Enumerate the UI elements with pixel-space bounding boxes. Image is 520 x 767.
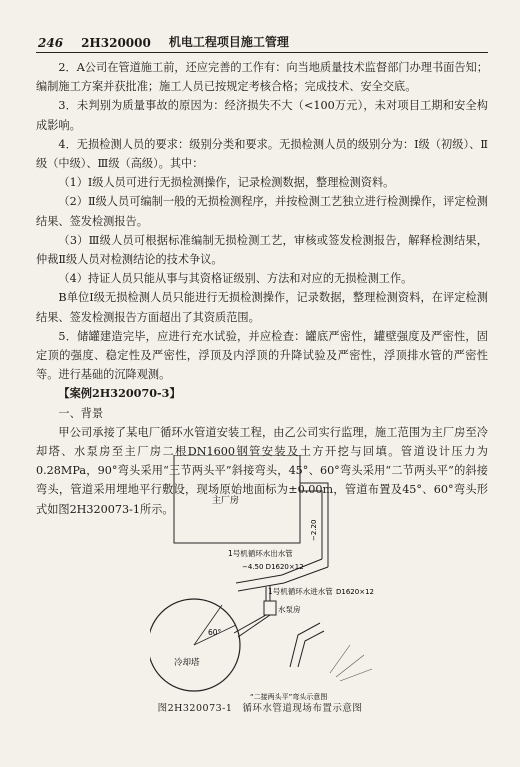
outlet-pipe-label: 1号机循环水出水管 xyxy=(228,549,293,558)
pump-house-label: 水泵房 xyxy=(278,605,301,614)
paragraph: 5．储罐建造完毕，应进行充水试验，并应检查：罐底严密性，罐壁强度及严密性，固定顶的强度、稳定性及严密性，浮顶及内浮顶的升降试验及严密性，浮顶排水管的严密性等。进行基础的沉降观测。 xyxy=(36,329,488,382)
background-paragraph: 甲公司承接了某电厂循环水管道安装工程，由乙公司实行监理，施工范围为主厂房至冷却塔、水泵房至主厂房二根DN1600钢管安装及土方开挖与回填。管道设计压力为0.28MPa，90°弯头采用“三节两头平”斜接弯头，45°、60°弯头采用“二节两头平”的斜接弯头，管道采用埋地平行敷设，现场原始地面标为±0.00m，管道布置及45°、60°弯头形式如图2H320073-1所示。 xyxy=(36,425,488,516)
paragraph: 3．未判别为质量事故的原因为：经济损失不大（<100万元），未对项目工期和安全构成影响。 xyxy=(36,99,488,132)
elbow-rays xyxy=(330,645,372,681)
paragraph: （2）Ⅱ级人员可编制一般的无损检测程序，并按检测工艺独立进行检测操作，评定检测结果、签发检测报告。 xyxy=(36,195,488,228)
main-building-label: 主厂房 xyxy=(212,496,240,506)
chapter-code: 2H320000 xyxy=(81,36,151,50)
cooling-tower-circle xyxy=(150,599,240,691)
section-title: 一、背景 xyxy=(58,406,104,420)
paragraph: （4）持证人员只能从事与其资格证级别、方法和对应的无损检测工作。 xyxy=(58,272,413,286)
page-header xyxy=(38,28,488,50)
elbow-diagram-label: “二接两头平”弯头示意图 xyxy=(250,693,328,701)
inlet-pipe-label: 1号机循环水进水管 xyxy=(268,587,333,596)
elbow-inner xyxy=(298,631,324,667)
elevation-label: −2.20 xyxy=(310,519,318,541)
pump-house-box xyxy=(264,601,276,615)
outlet-pipe-spec: −4.50 D1620×12 xyxy=(242,563,304,571)
tower-radius-line-2 xyxy=(194,605,222,645)
elbow-outer xyxy=(290,623,320,667)
chapter-title: 机电工程项目施工管理 xyxy=(168,35,289,49)
pump-to-tower-pipe xyxy=(234,615,270,637)
page-number: 246 xyxy=(38,36,64,50)
pipe-layout-diagram xyxy=(150,455,390,717)
paragraph: 4．无损检测人员的要求：级别分类和要求。无损检测人员的级别分为：Ⅰ级（初级）、Ⅱ级（中级）、Ⅲ级（高级）。其中： xyxy=(36,137,488,171)
header-rule xyxy=(36,52,488,53)
cooling-tower-label: 冷却塔 xyxy=(174,658,200,668)
case-title: 【案例2H320070-3】 xyxy=(58,386,181,401)
paragraph: （3）Ⅲ级人员可根据标准编制无损检测工艺，审核或签发检测报告，解释检测结果，仲裁Ⅱ级人员对检测结论的技术争议。 xyxy=(36,233,488,267)
inlet-pipe-spec: D1620×12 xyxy=(336,588,374,596)
paragraph: （1）Ⅰ级人员可进行无损检测操作，记录检测数据，整理检测资料。 xyxy=(58,176,395,190)
figure-caption: 图2H320073-1 循环水管道现场布置示意图 xyxy=(157,703,363,714)
paragraph: 2．A公司在管道施工前，还应完善的工作有：向当地质量技术监督部门办理书面告知；编制施工方案并获批准；施工人员已按规定考核合格；完成技术、安全交底。 xyxy=(36,61,488,94)
body-text xyxy=(36,58,488,519)
angle-label: 60° xyxy=(208,628,222,637)
paragraph: B单位Ⅰ级无损检测人员只能进行无损检测操作，记录数据，整理检测资料，在评定检测结果、签发检测报告方面超出了其资质范围。 xyxy=(36,291,488,324)
